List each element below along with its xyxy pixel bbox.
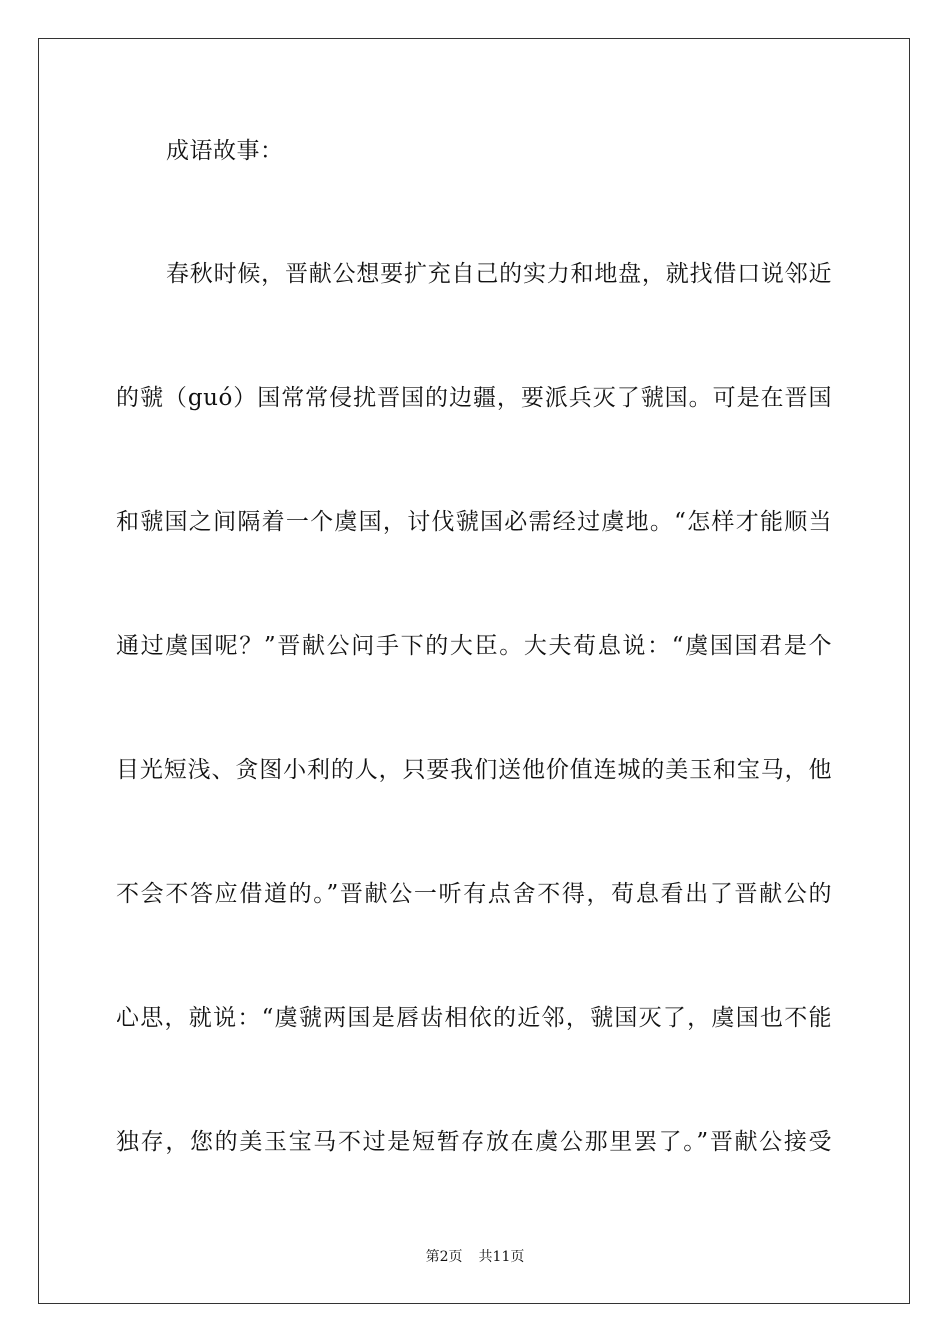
paragraph-line: 目光短浅、贪图小利的人，只要我们送他价值连城的美玉和宝马，他 (116, 757, 832, 783)
page-total: 共11页 (478, 1249, 525, 1265)
paragraph-line: 不会不答应借道的。”晋献公一听有点舍不得，荀息看出了晋献公的 (116, 881, 832, 907)
page-footer (0, 1248, 950, 1266)
paragraph-line: 独存，您的美玉宝马不过是短暂存放在虞公那里罢了。”晋献公接受 (116, 1129, 832, 1155)
paragraph-line: 通过虞国呢？”晋献公问手下的大臣。大夫荀息说：“虞国国君是个 (116, 633, 832, 659)
page-number: 第2页 (425, 1249, 463, 1265)
paragraph-line: 心思，就说：“虞虢两国是唇齿相依的近邻，虢国灭了，虞国也不能 (116, 1005, 832, 1031)
paragraph-line: 和虢国之间隔着一个虞国，讨伐虢国必需经过虞地。“怎样才能顺当 (116, 509, 832, 535)
page-border (38, 38, 910, 1304)
paragraph-line: 的虢（guó）国常常侵扰晋国的边疆，要派兵灭了虢国。可是在晋国 (116, 385, 832, 411)
section-heading: 成语故事： (166, 138, 284, 164)
paragraph-line: 春秋时候，晋献公想要扩充自己的实力和地盘，就找借口说邻近 (166, 261, 832, 287)
